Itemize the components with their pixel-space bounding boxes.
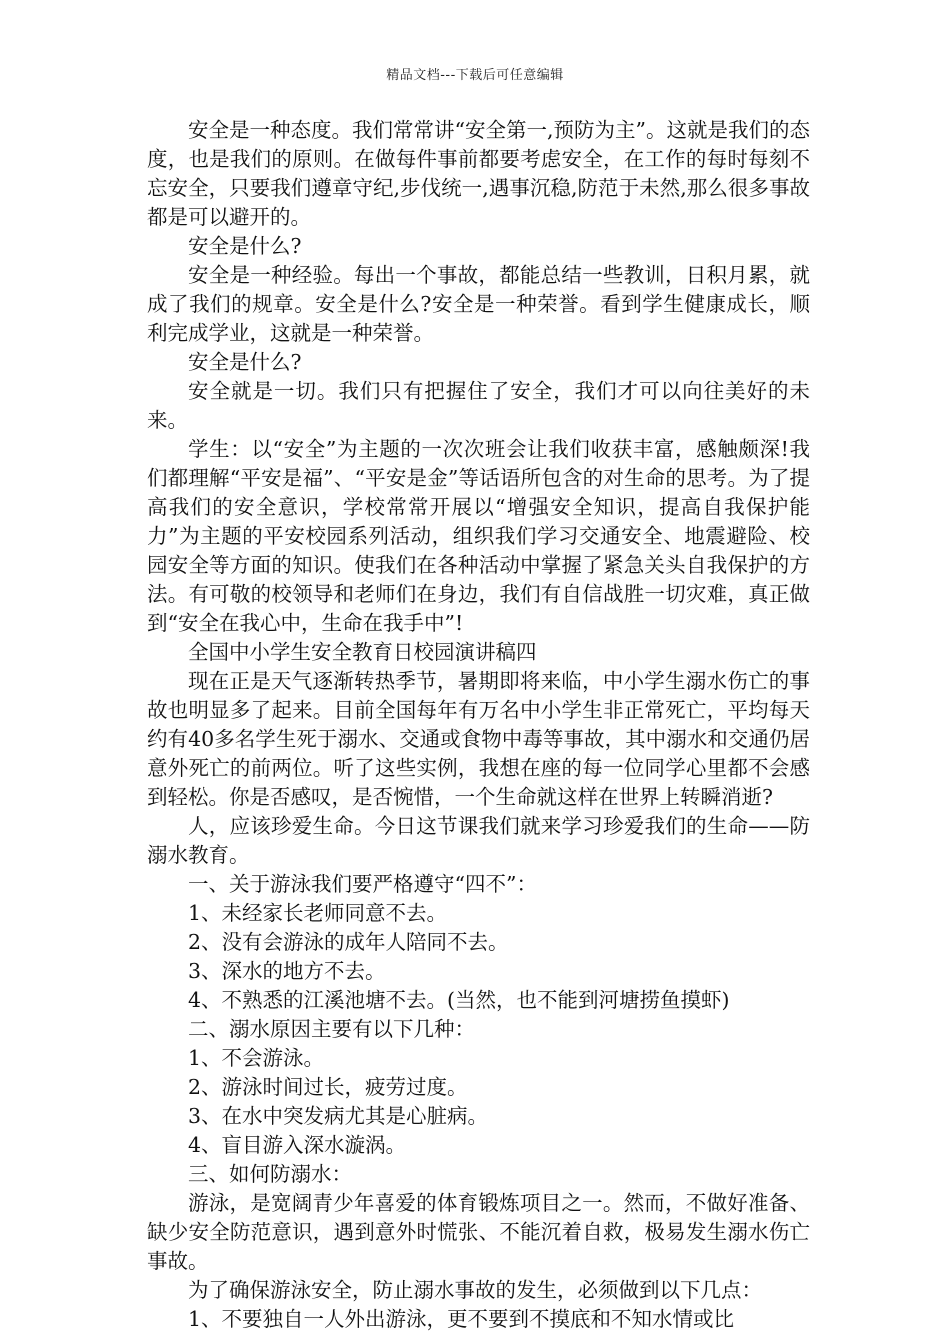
- page-header: 精品文档---下载后可任意编辑: [386, 68, 564, 83]
- list-item: 4、不熟悉的江溪池塘不去。(当然，也不能到河塘捞鱼摸虾): [188, 988, 730, 1012]
- list-item: 3、在水中突发病尤其是心脏病。: [188, 1104, 489, 1128]
- list-item: 3、深水的地方不去。: [188, 959, 386, 983]
- paragraph: 安全是什么?: [188, 234, 302, 258]
- paragraph: 安全是一种态度。我们常常讲“安全第一,预防为主”。这就是我们的态度，也是我们的原则。在做每件事前都要考虑安全，在工作的每时每刻不忘安全，只要我们遵章守纪,步伐统一,遇事沉稳,防范于未然,那么很多事故都是可以避开的。: [147, 118, 810, 229]
- paragraph: 游泳，是宽阔青少年喜爱的体育锻炼项目之一。然而，不做好准备、缺少安全防范意识，遇到意外时慌张、不能沉着自救，极易发生溺水伤亡事故。: [147, 1191, 810, 1273]
- list-heading: 二、溺水原因主要有以下几种：: [188, 1017, 475, 1041]
- paragraph: 安全是一种经验。每出一个事故，都能总结一些教训，日积月累，就成了我们的规章。安全是什么?安全是一种荣誉。看到学生健康成长，顺利完成学业，这就是一种荣誉。: [147, 263, 810, 345]
- paragraph: 人，应该珍爱生命。今日这节课我们就来学习珍爱我们的生命——防溺水教育。: [147, 814, 810, 867]
- paragraph: 为了确保游泳安全，防止溺水事故的发生，必须做到以下几点：: [188, 1278, 762, 1302]
- list-heading: 三、如何防溺水：: [188, 1162, 352, 1186]
- list-item: 1、不要独自一人外出游泳，更不要到不摸底和不知水情或比: [188, 1307, 735, 1331]
- list-item: 2、没有会游泳的成年人陪同不去。: [188, 930, 509, 954]
- paragraph: 安全是什么?: [188, 350, 302, 374]
- paragraph: 现在正是天气逐渐转热季节，暑期即将来临，中小学生溺水伤亡的事故也明显多了起来。目前全国每年有万名中小学生非正常死亡，平均每天约有40多名学生死于溺水、交通或食物中毒等事故，其中溺水和交通仍居意外死亡的前两位。听了这些实例，我想在座的每一位同学心里都不会感到轻松。你是否感叹，是否惋惜，一个生命就这样在世界上转瞬消逝?: [147, 669, 810, 809]
- section-title: 全国中小学生安全教育日校园演讲稿四: [188, 640, 537, 664]
- paragraph: 学生：以“安全”为主题的一次次班会让我们收获丰富，感触颇深!我们都理解“平安是福”、“平安是金”等话语所包含的对生命的思考。为了提高我们的安全意识，学校常常开展以“增强安全知识，提高自我保护能力”为主题的平安校园系列活动，组织我们学习交通安全、地震避险、校园安全等方面的知识。使我们在各种活动中掌握了紧急关头自我保护的方法。有可敬的校领导和老师们在身边，我们有自信战胜一切灾难，真正做到“安全在我心中，生命在我手中”!: [147, 437, 810, 635]
- document-body: [147, 116, 810, 1334]
- list-heading: 一、关于游泳我们要严格遵守“四不”：: [188, 872, 537, 896]
- paragraph: 安全就是一切。我们只有把握住了安全，我们才可以向往美好的未来。: [147, 379, 810, 432]
- list-item: 4、盲目游入深水漩涡。: [188, 1133, 407, 1157]
- list-item: 2、游泳时间过长，疲劳过度。: [188, 1075, 468, 1099]
- list-item: 1、未经家长老师同意不去。: [188, 901, 448, 925]
- list-item: 1、不会游泳。: [188, 1046, 325, 1070]
